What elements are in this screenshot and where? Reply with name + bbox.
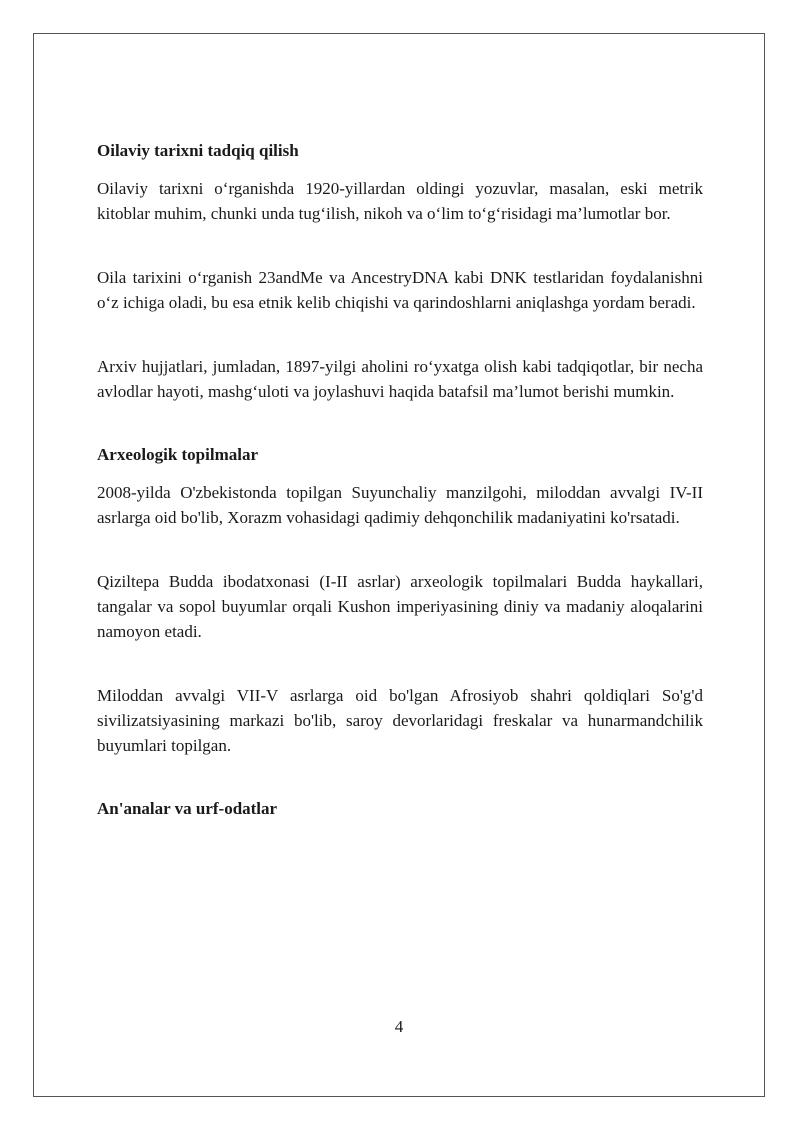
paragraph-archaeology-1: 2008-yilda O'zbekistonda topilgan Suyunchaliy manzilgohi, miloddan avvalgi IV-II asrlarga oid bo'lib, Xorazm vohasidagi qadimiy dehqonchilik madaniyatini ko'rsatadi. (97, 483, 703, 527)
section-heading-traditions: An'analar va urf-odatlar (97, 799, 278, 818)
paragraph-archaeology-2: Qiziltepa Budda ibodatxonasi (I-II asrlar) arxeologik topilmalari Budda haykallari, tangalar va sopol buyumlar orqali Kushon imperiyasining diniy va madaniy aloqalarini namoyon etadi. (97, 572, 703, 641)
section-heading-family-history: Oilaviy tarixni tadqiq qilish (97, 141, 299, 160)
document-page (33, 33, 765, 1097)
paragraph-archaeology-3: Miloddan avvalgi VII-V asrlarga oid bo'lgan Afrosiyob shahri qoldiqlari So'g'd sivilizatsiyasining markazi bo'lib, saroy devorlaridagi freskalar va hunarmandchilik buyumlari topilgan. (97, 686, 703, 755)
paragraph-family-history-3: Arxiv hujjatlari, jumladan, 1897-yilgi aholini ro‘yxatga olish kabi tadqiqotlar, bir necha avlodlar hayoti, mashg‘uloti va joylashuvi haqida batafsil ma’lumot berishi mumkin. (97, 357, 703, 401)
paragraph-family-history-1: Oilaviy tarixni o‘rganishda 1920-yillardan oldingi yozuvlar, masalan, eski metrik kitoblar muhim, chunki unda tug‘ilish, nikoh va o‘lim to‘g‘risidagi ma’lumotlar bor. (97, 179, 703, 223)
paragraph-family-history-2: Oila tarixini o‘rganish 23andMe va AncestryDNA kabi DNK testlaridan foydalanishni o‘z ichiga oladi, bu esa etnik kelib chiqishi va qarindoshlarni aniqlashga yordam beradi. (97, 268, 703, 312)
section-heading-archaeology: Arxeologik topilmalar (97, 445, 259, 464)
page-content (97, 140, 703, 820)
page-number: 4 (394, 1017, 404, 1036)
